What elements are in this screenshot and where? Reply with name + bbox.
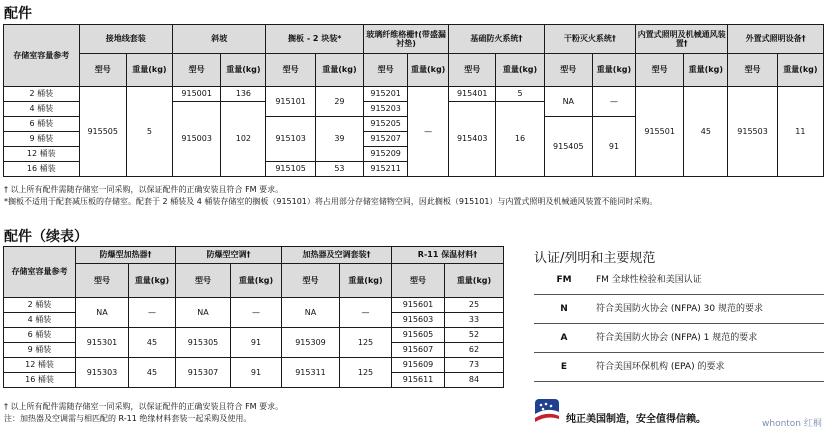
hdr-model: 型号 [176, 264, 231, 298]
hdr-weight: 重量(kg) [684, 54, 728, 87]
cell-weight: 5 [126, 87, 172, 177]
cell-model: 915203 [364, 102, 408, 117]
cell-model: 915211 [364, 162, 408, 177]
cell-model: 915309 [282, 328, 340, 358]
row-label: 2 桶装 [4, 298, 76, 313]
cell-weight: — [129, 298, 176, 328]
cell-weight: 25 [445, 298, 504, 313]
hdr-insulation: R-11 保温材料† [392, 247, 504, 264]
cell-weight: 125 [340, 328, 392, 358]
footnote-dagger-2: † 以上所有配件需随存储室一同采购，以保证配件的正确安装且符合 FM 要求。 [4, 402, 284, 411]
row-label: 12 桶装 [4, 358, 76, 373]
cell-weight: 52 [445, 328, 504, 343]
cell-model: 915603 [392, 313, 445, 328]
cell-weight: 84 [445, 373, 504, 388]
cell-weight: 91 [231, 358, 282, 388]
accessories-title: 配件 [4, 6, 32, 22]
hdr-model: 型号 [79, 54, 126, 87]
cert-title: 认证/列明和主要规范 [534, 251, 656, 266]
cell-model: 915207 [364, 132, 408, 147]
cell-weight: 16 [496, 102, 544, 177]
hdr-model: 型号 [173, 54, 221, 87]
row-label: 6 桶装 [4, 328, 76, 343]
hdr-fiber: 玻璃纤维格栅†(带盛漏衬垫) [364, 25, 449, 54]
cell-model: 915311 [282, 358, 340, 388]
cert-desc: FM 全球性检验和美国认证 [596, 275, 702, 285]
hdr-weight: 重量(kg) [408, 54, 449, 87]
row-label: 9 桶装 [4, 132, 80, 147]
cert-desc: 符合美国防火协会 (NFPA) 1 规范的要求 [596, 333, 758, 343]
hdr-weight: 重量(kg) [315, 54, 363, 87]
hdr-weight: 重量(kg) [496, 54, 544, 87]
hdr-ac: 防爆型空调† [176, 247, 282, 264]
accessories-table [3, 24, 824, 177]
hdr-model: 型号 [544, 54, 592, 87]
hdr-model: 型号 [76, 264, 129, 298]
hdr-ground: 接地线套装 [79, 25, 172, 54]
footnote-shelf: *搁板不适用于配套减压板的存储室。配套于 2 桶装及 4 桶装存储室的搁板（915101）将占用部分存储室储物空间，因此搁板（915101）与内置式照明及机械通风装置不能同时采购。 [4, 197, 658, 206]
cell-weight: — [340, 298, 392, 328]
made-in-usa-flag-icon [534, 398, 560, 424]
cell-weight: 39 [315, 117, 363, 162]
hdr-heater: 防爆型加热器† [76, 247, 176, 264]
cell-weight: — [592, 87, 635, 117]
cert-row [534, 325, 824, 353]
cell-model: 915305 [176, 328, 231, 358]
cell-weight: 5 [496, 87, 544, 102]
cell-weight: 91 [592, 117, 635, 177]
cert-code: N [560, 304, 568, 314]
hdr-model: 型号 [728, 54, 777, 87]
hdr-weight: 重量(kg) [777, 54, 823, 87]
cert-code: FM [556, 275, 572, 285]
hdr-ext-lighting: 外置式照明设备† [728, 25, 824, 54]
row-label: 4 桶装 [4, 102, 80, 117]
cell-weight: 45 [684, 87, 728, 177]
hdr-ramp: 斜坡 [173, 25, 266, 54]
cell-model: NA [282, 298, 340, 328]
cell-weight: 73 [445, 358, 504, 373]
cell-model: 915307 [176, 358, 231, 388]
cell-model: 915003 [173, 102, 221, 177]
hdr-weight: 重量(kg) [221, 54, 266, 87]
watermark: whonton 红桐 [762, 419, 822, 429]
cert-row [534, 296, 824, 324]
hdr-weight: 重量(kg) [592, 54, 635, 87]
cell-weight: 45 [129, 358, 176, 388]
cell-model: 915607 [392, 343, 445, 358]
cell-model: 915101 [266, 87, 315, 117]
cell-model: 915205 [364, 117, 408, 132]
row-label: 16 桶装 [4, 373, 76, 388]
hdr-model: 型号 [449, 54, 496, 87]
cert-row [534, 354, 824, 382]
row-label: 6 桶装 [4, 117, 80, 132]
cell-weight: — [408, 87, 449, 177]
hdr-model: 型号 [282, 264, 340, 298]
hdr-shelf: 搁板 - 2 块装* [266, 25, 364, 54]
cell-weight: — [231, 298, 282, 328]
row-label: 4 桶装 [4, 313, 76, 328]
accessories-cont-table [3, 246, 504, 388]
cell-model: 915605 [392, 328, 445, 343]
hdr-model: 型号 [636, 54, 684, 87]
cell-model: 915611 [392, 373, 445, 388]
cert-code: A [560, 333, 568, 343]
cell-weight: 11 [777, 87, 823, 177]
hdr-model: 型号 [392, 264, 445, 298]
cell-model: 915001 [173, 87, 221, 102]
cell-model: 915105 [266, 162, 315, 177]
cell-weight: 53 [315, 162, 363, 177]
cell-model: 915301 [76, 328, 129, 358]
cell-weight: 45 [129, 328, 176, 358]
accessories-cont-title: 配件（续表） [4, 229, 88, 245]
cell-model: 915303 [76, 358, 129, 388]
hdr-weight: 重量(kg) [445, 264, 504, 298]
hdr-weight: 重量(kg) [340, 264, 392, 298]
footnote-heater: 注：加热器及空调需与相匹配的 R-11 绝缘材料套装一起采购及使用。 [4, 414, 252, 423]
cert-desc: 符合美国防火协会 (NFPA) 30 规范的要求 [596, 304, 763, 314]
cell-model: 915405 [544, 117, 592, 177]
cell-model: NA [176, 298, 231, 328]
cell-model: 915501 [636, 87, 684, 177]
hdr-weight: 重量(kg) [129, 264, 176, 298]
cell-weight: 62 [445, 343, 504, 358]
made-in-usa-text: 纯正美国制造，安全值得信赖。 [566, 414, 706, 425]
cell-model: 915401 [449, 87, 496, 102]
row-label: 9 桶装 [4, 343, 76, 358]
cell-model: 915209 [364, 147, 408, 162]
hdr-model: 型号 [266, 54, 315, 87]
cell-model: 915505 [79, 87, 126, 177]
hdr-capacity: 存储室容量参考 [4, 25, 80, 87]
cell-model: NA [76, 298, 129, 328]
cell-model: 915503 [728, 87, 777, 177]
hdr-foundation: 基础防火系统† [449, 25, 545, 54]
cell-model: 915103 [266, 117, 315, 162]
cell-model: 915609 [392, 358, 445, 373]
hdr-lighting: 内置式照明及机械通风装置† [636, 25, 728, 54]
cell-model: 915201 [364, 87, 408, 102]
hdr-weight: 重量(kg) [126, 54, 172, 87]
footnote-dagger: † 以上所有配件需随存储室一同采购，以保证配件的正确安装且符合 FM 要求。 [4, 185, 284, 194]
cell-model: 915601 [392, 298, 445, 313]
cert-code: E [560, 362, 568, 372]
row-label: 12 桶装 [4, 147, 80, 162]
hdr-combo: 加热器及空调套装† [282, 247, 392, 264]
cell-weight: 33 [445, 313, 504, 328]
cell-weight: 102 [221, 102, 266, 177]
cell-model: 915403 [449, 102, 496, 177]
cert-row [534, 267, 824, 295]
cell-weight: 125 [340, 358, 392, 388]
cell-weight: 136 [221, 87, 266, 102]
cert-desc: 符合美国环保机构 (EPA) 的要求 [596, 362, 725, 372]
cell-weight: 91 [231, 328, 282, 358]
hdr-powder: 干粉灭火系统† [544, 25, 635, 54]
row-label: 2 桶装 [4, 87, 80, 102]
cell-weight: 29 [315, 87, 363, 117]
hdr-capacity: 存储室容量参考 [4, 247, 76, 298]
row-label: 16 桶装 [4, 162, 80, 177]
cell-model: NA [544, 87, 592, 117]
hdr-weight: 重量(kg) [231, 264, 282, 298]
hdr-model: 型号 [364, 54, 408, 87]
